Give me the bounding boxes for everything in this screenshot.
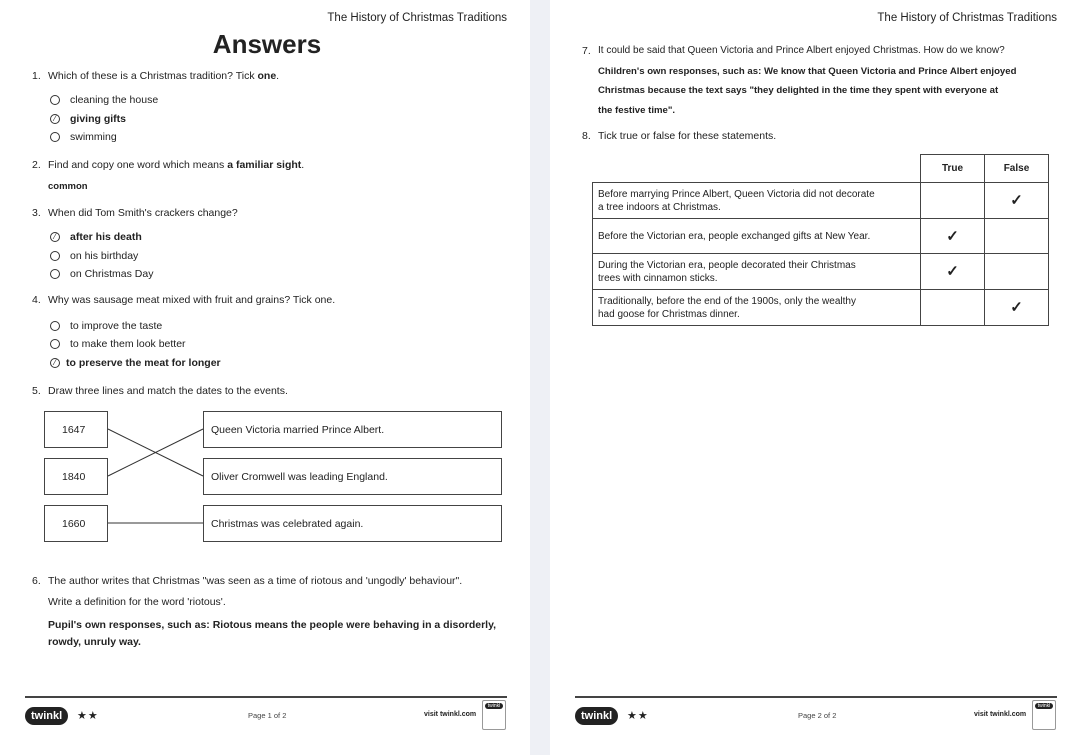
tick-icon: ✓ xyxy=(1010,299,1023,316)
q4-option: to preserve the meat for longer xyxy=(66,357,221,369)
tick-icon: ✓ xyxy=(946,263,959,280)
col-true: True xyxy=(921,155,985,183)
q3-option: after his death xyxy=(70,231,142,243)
true-cell[interactable] xyxy=(921,254,985,290)
q1-text-end: . xyxy=(276,70,280,82)
q4-option-radio[interactable] xyxy=(50,339,60,349)
stars-rating: ★★ xyxy=(77,710,99,722)
table-body xyxy=(593,183,1049,326)
q7-answer: Christmas because the text says "they delighted in the time they spent with everyone at xyxy=(598,85,999,96)
q3-number: 3. xyxy=(32,207,41,219)
q3-text: When did Tom Smith's crackers change? xyxy=(48,207,238,219)
footer-divider xyxy=(575,696,1057,698)
q6-answer: Pupil's own responses, such as: Riotous means the people were behaving in a disorderly, xyxy=(48,619,497,631)
q6-answer: rowdy, unruly way. xyxy=(48,636,141,648)
page-number: Page 2 of 2 xyxy=(798,711,837,720)
q7-text: It could be said that Queen Victoria and Prince Albert enjoyed Christmas. How do we know? xyxy=(598,45,1005,56)
table-row xyxy=(593,219,1049,254)
statement-cell xyxy=(593,219,921,254)
false-cell[interactable] xyxy=(985,254,1049,290)
quality-badge xyxy=(1032,700,1056,730)
q3-option: on Christmas Day xyxy=(70,268,154,280)
page-title: Answers xyxy=(212,29,322,59)
event-box: Queen Victoria married Prince Albert. xyxy=(203,411,502,448)
table-row xyxy=(593,254,1049,290)
page-2 xyxy=(550,0,1080,755)
statement-line: Before the Victorian era, people exchanged gifts at New Year. xyxy=(598,230,871,242)
q3-option: on his birthday xyxy=(70,250,139,262)
false-cell[interactable] xyxy=(985,290,1049,326)
event-box: Oliver Cromwell was leading England. xyxy=(203,458,502,495)
q4-option-radio[interactable] xyxy=(50,321,60,331)
event-box: Christmas was celebrated again. xyxy=(203,505,502,542)
visit-link[interactable]: visit twinkl.com xyxy=(974,711,1027,718)
q5-number: 5. xyxy=(32,385,41,397)
q4-number: 4. xyxy=(32,294,41,306)
quality-badge xyxy=(482,700,506,730)
statement-line: trees with cinnamon sticks. xyxy=(598,272,718,284)
footer-divider xyxy=(25,696,507,698)
q4-option: to make them look better xyxy=(70,338,186,350)
q2-number: 2. xyxy=(32,159,41,171)
match-line xyxy=(108,429,203,476)
q1-option: giving gifts xyxy=(70,113,126,125)
false-cell[interactable] xyxy=(985,219,1049,254)
statement-cell xyxy=(593,254,921,290)
badge-logo: twinkl xyxy=(1035,703,1053,709)
statement-cell xyxy=(593,290,921,326)
tick-icon: ✓ xyxy=(1010,192,1023,209)
q4-text: Why was sausage meat mixed with fruit and grains? Tick one. xyxy=(48,294,336,306)
q4-option: to improve the taste xyxy=(70,320,163,332)
page-1 xyxy=(0,0,530,755)
statement-line: a tree indoors at Christmas. xyxy=(598,201,721,213)
q6-number: 6. xyxy=(32,575,41,587)
visit-link[interactable]: visit twinkl.com xyxy=(424,711,477,718)
table-header-row xyxy=(593,155,1049,183)
q3-option-radio[interactable] xyxy=(50,251,60,261)
q2-text-end: . xyxy=(301,159,305,171)
false-cell[interactable] xyxy=(985,183,1049,219)
q3-option-radio[interactable] xyxy=(50,269,60,279)
statement-line: Before marrying Prince Albert, Queen Victoria did not decorate xyxy=(598,188,875,200)
q5-text: Draw three lines and match the dates to the events. xyxy=(48,385,288,397)
q1-number: 1. xyxy=(32,70,41,82)
table-row xyxy=(593,290,1049,326)
q7-answer: the festive time". xyxy=(598,105,676,116)
q1-option-check[interactable]: ⁄ xyxy=(50,114,60,124)
q1-text-part: Which of these is a Christmas tradition? Tick xyxy=(48,70,258,82)
q2-text-part: Find and copy one word which means xyxy=(48,159,228,171)
q2-text-emph: a familiar sight xyxy=(227,159,302,171)
badge-logo: twinkl xyxy=(485,703,503,709)
table-row xyxy=(593,183,1049,219)
q1-text xyxy=(48,69,279,83)
match-line xyxy=(108,429,203,476)
q6-text: The author writes that Christmas "was seen as a time of riotous and 'ungodly' behaviour". xyxy=(48,575,463,587)
q1-option-radio[interactable] xyxy=(50,95,60,105)
statement-cell xyxy=(593,183,921,219)
q8-number: 8. xyxy=(582,130,591,142)
header-title: The History of Christmas Traditions xyxy=(327,12,507,24)
twinkl-logo: twinkl xyxy=(575,707,618,725)
date-box: 1840 xyxy=(44,458,108,495)
q6-text: Write a definition for the word 'riotous'. xyxy=(48,596,226,608)
q3-option-check[interactable]: ⁄ xyxy=(50,232,60,242)
q1-text-emph: one xyxy=(257,70,277,82)
statement-line: Traditionally, before the end of the 1900s, only the wealthy xyxy=(598,295,856,307)
page-number: Page 1 of 2 xyxy=(248,711,287,720)
q1-option-radio[interactable] xyxy=(50,132,60,142)
true-cell[interactable] xyxy=(921,183,985,219)
q2-text xyxy=(48,158,304,172)
q7-number: 7. xyxy=(582,45,591,57)
true-cell[interactable] xyxy=(921,290,985,326)
true-false-table xyxy=(592,154,1049,326)
q1-option: swimming xyxy=(70,131,117,143)
empty-cell xyxy=(593,155,921,183)
statement-line: During the Victorian era, people decorated their Christmas xyxy=(598,259,856,271)
tick-icon: ✓ xyxy=(946,227,959,245)
q4-option-check[interactable]: ⁄ xyxy=(50,358,60,368)
date-box: 1660 xyxy=(44,505,108,542)
q7-answer: Children's own responses, such as: We know that Queen Victoria and Prince Albert enjoyed xyxy=(598,66,1017,77)
q2-answer: common xyxy=(48,181,88,192)
col-false: False xyxy=(985,155,1049,183)
header-title: The History of Christmas Traditions xyxy=(877,12,1057,24)
twinkl-logo: twinkl xyxy=(25,707,68,725)
date-box: 1647 xyxy=(44,411,108,448)
q1-option: cleaning the house xyxy=(70,94,159,106)
q8-text: Tick true or false for these statements. xyxy=(598,130,777,142)
statement-line: had goose for Christmas dinner. xyxy=(598,308,740,320)
true-cell[interactable] xyxy=(921,219,985,254)
stars-rating: ★★ xyxy=(627,710,649,722)
